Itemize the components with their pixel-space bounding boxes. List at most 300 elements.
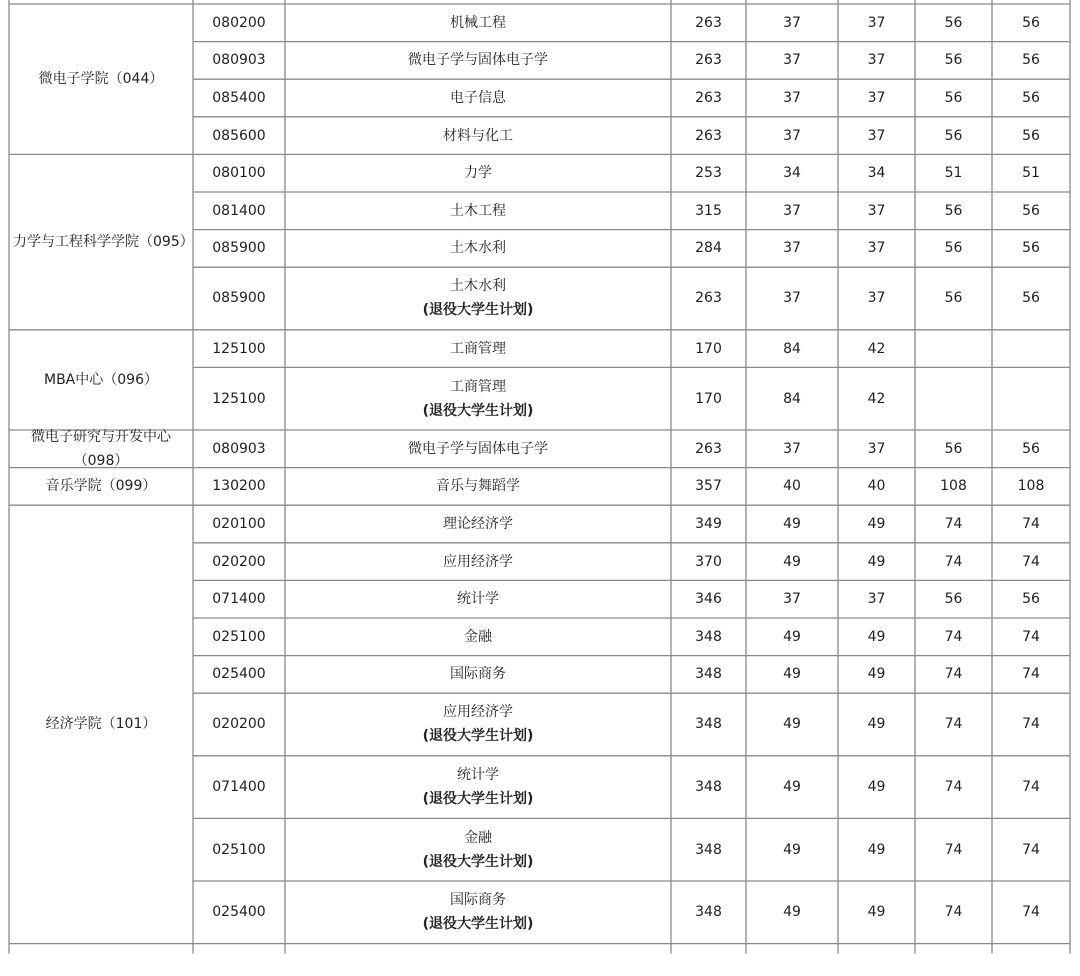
- major-name: 材料与化工: [443, 127, 513, 144]
- major-code-cell: [193, 79, 285, 117]
- score-value: 108: [1017, 478, 1045, 495]
- score-cell: [838, 881, 915, 944]
- major-code-cell: [193, 42, 285, 80]
- score-value: 37: [867, 290, 886, 307]
- score-value: 56: [1022, 89, 1040, 106]
- score-cell: [915, 267, 992, 330]
- score-cell: [915, 468, 992, 506]
- score-value: 263: [695, 52, 722, 69]
- score-cell: [671, 881, 746, 944]
- score-value: 56: [944, 290, 963, 307]
- score-value: 263: [695, 14, 722, 31]
- major-name-cell: [285, 330, 671, 368]
- score-cell: [992, 267, 1070, 330]
- score-value: 56: [944, 240, 963, 257]
- score-value: 74: [944, 841, 963, 858]
- major-code: 085400: [212, 89, 266, 106]
- school-name: 音乐学院（099）: [45, 478, 157, 495]
- score-value: 348: [695, 779, 722, 796]
- veteran-plan-note: (退役大学生计划): [422, 853, 534, 870]
- major-code: 025400: [212, 666, 266, 683]
- score-cell: [746, 656, 838, 694]
- score-cell: [992, 117, 1070, 155]
- score-cell: [992, 4, 1070, 42]
- school-name-cell: [9, 505, 193, 943]
- major-code-cell: [193, 267, 285, 330]
- score-cell: [915, 580, 992, 618]
- score-cell: [992, 505, 1070, 543]
- score-value: 49: [783, 666, 801, 683]
- score-cell: [992, 154, 1070, 192]
- score-value: 56: [1022, 127, 1040, 144]
- major-code: 071400: [212, 779, 266, 796]
- score-cell: [915, 505, 992, 543]
- score-cell: [838, 756, 915, 819]
- major-code-cell: [193, 430, 285, 468]
- major-code-cell: [193, 656, 285, 694]
- score-cell: [915, 543, 992, 581]
- score-cell: [992, 580, 1070, 618]
- score-value: 49: [783, 779, 801, 796]
- score-value: 74: [944, 553, 963, 570]
- score-cell: [671, 656, 746, 694]
- score-value: 370: [695, 553, 722, 570]
- score-value: 37: [867, 240, 886, 257]
- score-value: 37: [783, 440, 801, 457]
- major-code-cell: [193, 881, 285, 944]
- score-value: 37: [783, 52, 801, 69]
- school-name-cell: [9, 4, 193, 154]
- score-value: 42: [867, 390, 886, 407]
- score-cell: [992, 330, 1070, 368]
- score-cell: [838, 580, 915, 618]
- major-code: 020200: [212, 553, 266, 570]
- major-name-cell: [285, 230, 671, 268]
- major-name-cell: [285, 618, 671, 656]
- score-value: 74: [1022, 841, 1040, 858]
- major-code: 025100: [212, 628, 266, 645]
- score-value: 348: [695, 628, 722, 645]
- major-name-cell: [285, 881, 671, 944]
- major-name: 理论经济学: [443, 515, 513, 532]
- major-code-cell: [193, 543, 285, 581]
- major-name: 电子信息: [450, 89, 506, 106]
- major-code-cell: [193, 192, 285, 230]
- major-name-cell: [285, 42, 671, 80]
- score-value: 74: [944, 515, 963, 532]
- score-cell: [746, 505, 838, 543]
- score-cell: [671, 117, 746, 155]
- major-code: 130200: [212, 478, 266, 495]
- score-cell: [671, 330, 746, 368]
- score-cell: [838, 367, 915, 430]
- major-code: 125100: [212, 390, 266, 407]
- score-value: 74: [1022, 515, 1040, 532]
- score-cell: [838, 430, 915, 468]
- score-value: 56: [1022, 591, 1040, 608]
- score-cell: [838, 468, 915, 506]
- score-value: 37: [867, 440, 886, 457]
- score-cell: [992, 818, 1070, 881]
- score-cell: [671, 618, 746, 656]
- score-cell: [838, 230, 915, 268]
- score-value: 49: [867, 841, 886, 858]
- score-value: 56: [1022, 240, 1040, 257]
- school-name: 经济学院（101）: [45, 716, 157, 733]
- score-value: 56: [944, 52, 963, 69]
- score-value: 263: [695, 127, 722, 144]
- major-code-cell: [193, 367, 285, 430]
- major-name-cell: [285, 505, 671, 543]
- major-name: 微电子学与固体电子学: [408, 52, 548, 69]
- score-value: 74: [944, 716, 963, 733]
- score-value: 74: [944, 666, 963, 683]
- score-value: 349: [695, 515, 722, 532]
- major-code-cell: [193, 756, 285, 819]
- score-value: 284: [695, 240, 722, 257]
- score-cell: [746, 267, 838, 330]
- score-cell: [746, 580, 838, 618]
- score-cell: [992, 881, 1070, 944]
- major-code-cell: [193, 618, 285, 656]
- major-name: 机械工程: [450, 14, 506, 31]
- score-cell: [915, 693, 992, 756]
- score-value: 74: [944, 904, 963, 921]
- major-name: 国际商务: [450, 666, 506, 683]
- major-name: 力学: [464, 165, 492, 182]
- major-code: 085600: [212, 127, 266, 144]
- score-value: 37: [867, 14, 886, 31]
- score-cell: [671, 267, 746, 330]
- score-value: 51: [1022, 165, 1040, 182]
- score-value: 37: [867, 89, 886, 106]
- score-value: 74: [1022, 716, 1040, 733]
- score-cell: [746, 117, 838, 155]
- score-value: 49: [783, 841, 801, 858]
- major-name-cell: [285, 656, 671, 694]
- major-name: 应用经济学: [442, 704, 513, 721]
- score-value: 37: [867, 202, 886, 219]
- score-cell: [992, 430, 1070, 468]
- score-cell: [915, 881, 992, 944]
- school-name: 微电子研究与开发中心（098）: [31, 428, 171, 469]
- score-value: 49: [867, 628, 886, 645]
- score-value: 346: [695, 591, 722, 608]
- major-name: 统计学: [456, 767, 499, 784]
- score-cell: [915, 618, 992, 656]
- veteran-plan-note: (退役大学生计划): [422, 728, 534, 745]
- score-cell: [992, 230, 1070, 268]
- score-value: 170: [695, 390, 722, 407]
- score-cell: [746, 430, 838, 468]
- score-value: 348: [695, 841, 722, 858]
- score-cell: [746, 42, 838, 80]
- veteran-plan-note: (退役大学生计划): [422, 916, 534, 933]
- score-cell: [915, 430, 992, 468]
- score-value: 74: [944, 779, 963, 796]
- score-value: 40: [867, 478, 886, 495]
- score-value: 37: [783, 290, 801, 307]
- score-cell: [671, 580, 746, 618]
- score-value: 74: [1022, 779, 1040, 796]
- score-cell: [671, 818, 746, 881]
- score-value: 348: [695, 904, 722, 921]
- score-cell: [746, 618, 838, 656]
- score-value: 37: [867, 591, 886, 608]
- score-value: 56: [944, 591, 963, 608]
- school-name-cell: [9, 430, 193, 468]
- score-cell: [671, 430, 746, 468]
- major-code: 085900: [212, 240, 266, 257]
- major-code: 025100: [212, 841, 266, 858]
- score-cell: [838, 505, 915, 543]
- score-cell: [838, 154, 915, 192]
- score-cell: [838, 330, 915, 368]
- major-name-cell: [285, 693, 671, 756]
- major-name-cell: [285, 79, 671, 117]
- score-value: 315: [695, 202, 722, 219]
- score-cell: [746, 543, 838, 581]
- major-code: 071400: [212, 591, 266, 608]
- major-name: 工商管理: [449, 378, 506, 395]
- score-cell: [915, 656, 992, 694]
- score-value: 56: [944, 440, 963, 457]
- major-name-cell: [285, 580, 671, 618]
- score-value: 56: [944, 14, 963, 31]
- major-name-cell: [285, 117, 671, 155]
- major-code: 080903: [212, 440, 266, 457]
- score-cell: [671, 543, 746, 581]
- score-cell: [915, 117, 992, 155]
- score-value: 263: [695, 89, 722, 106]
- score-value: 263: [695, 440, 722, 457]
- score-cell: [992, 618, 1070, 656]
- score-value: 74: [1022, 628, 1040, 645]
- score-value: 34: [783, 165, 801, 182]
- school-name: 微电子学院（044）: [38, 71, 164, 88]
- score-value: 49: [783, 628, 801, 645]
- score-cell: [671, 42, 746, 80]
- major-code: 125100: [212, 340, 266, 357]
- major-code-cell: [193, 468, 285, 506]
- school-name-cell: [9, 330, 193, 430]
- score-value: 84: [783, 390, 801, 407]
- major-name: 工商管理: [450, 340, 506, 357]
- score-value: 348: [695, 666, 722, 683]
- score-cell: [746, 881, 838, 944]
- major-name: 统计学: [457, 591, 499, 608]
- score-value: 49: [867, 904, 886, 921]
- major-name: 金融: [463, 829, 492, 846]
- score-value: 37: [867, 127, 886, 144]
- score-cell: [915, 154, 992, 192]
- major-code: 020100: [212, 515, 266, 532]
- major-name: 国际商务: [449, 892, 506, 909]
- major-code-cell: [193, 330, 285, 368]
- score-cell: [746, 192, 838, 230]
- score-cell: [915, 756, 992, 819]
- score-value: 37: [783, 14, 801, 31]
- score-value: 253: [695, 165, 722, 182]
- major-name-cell: [285, 192, 671, 230]
- score-cell: [838, 267, 915, 330]
- score-value: 49: [867, 666, 886, 683]
- score-value: 56: [1022, 440, 1040, 457]
- major-name-cell: [285, 367, 671, 430]
- major-name-cell: [285, 818, 671, 881]
- major-code: 080200: [212, 14, 266, 31]
- score-cell: [992, 693, 1070, 756]
- score-cell: [915, 192, 992, 230]
- major-code-cell: [193, 580, 285, 618]
- score-value: 56: [944, 202, 963, 219]
- major-code-cell: [193, 4, 285, 42]
- score-cell: [671, 154, 746, 192]
- major-name: 微电子学与固体电子学: [408, 440, 548, 457]
- score-value: 42: [867, 340, 886, 357]
- score-cell: [992, 756, 1070, 819]
- major-name: 应用经济学: [443, 553, 513, 570]
- major-name: 土木水利: [449, 278, 506, 295]
- score-value: 56: [1022, 290, 1040, 307]
- score-cell: [671, 505, 746, 543]
- score-cell: [992, 468, 1070, 506]
- score-cell: [838, 693, 915, 756]
- score-cell: [915, 330, 992, 368]
- major-name: 音乐与舞蹈学: [436, 478, 520, 495]
- score-value: 263: [695, 290, 722, 307]
- score-cell: [915, 4, 992, 42]
- score-cell: [992, 367, 1070, 430]
- score-value: 37: [783, 202, 801, 219]
- score-value: 37: [867, 52, 886, 69]
- major-code-cell: [193, 693, 285, 756]
- score-cell: [992, 42, 1070, 80]
- score-cell: [915, 79, 992, 117]
- score-value: 56: [1022, 52, 1040, 69]
- score-value: 49: [783, 515, 801, 532]
- score-cell: [746, 330, 838, 368]
- score-value: 74: [1022, 904, 1040, 921]
- major-name: 土木工程: [450, 202, 506, 219]
- score-cell: [915, 42, 992, 80]
- score-cell: [746, 154, 838, 192]
- score-cell: [671, 367, 746, 430]
- score-cell: [838, 4, 915, 42]
- score-cell: [838, 543, 915, 581]
- major-code-cell: [193, 154, 285, 192]
- score-value: 170: [695, 340, 722, 357]
- score-value: 34: [867, 165, 886, 182]
- score-value: 357: [695, 478, 722, 495]
- veteran-plan-note: (退役大学生计划): [422, 791, 534, 808]
- veteran-plan-note: (退役大学生计划): [422, 402, 534, 419]
- score-cell: [671, 468, 746, 506]
- score-cell: [746, 79, 838, 117]
- score-value: 74: [1022, 553, 1040, 570]
- major-name-cell: [285, 430, 671, 468]
- score-cell: [992, 192, 1070, 230]
- score-cell: [671, 79, 746, 117]
- school-name-cell: [9, 468, 193, 506]
- major-code-cell: [193, 230, 285, 268]
- score-value: 56: [1022, 202, 1040, 219]
- major-name: 金融: [464, 628, 492, 645]
- score-cell: [915, 818, 992, 881]
- major-name-cell: [285, 756, 671, 819]
- major-name-cell: [285, 4, 671, 42]
- score-cell: [992, 656, 1070, 694]
- score-cell: [746, 693, 838, 756]
- major-name-cell: [285, 543, 671, 581]
- score-value: 56: [1022, 14, 1040, 31]
- score-cell: [746, 230, 838, 268]
- score-cell: [838, 117, 915, 155]
- major-name-cell: [285, 267, 671, 330]
- score-value: 49: [867, 553, 886, 570]
- score-value: 37: [783, 127, 801, 144]
- major-name: 土木水利: [450, 240, 506, 257]
- score-cell: [671, 192, 746, 230]
- veteran-plan-note: (退役大学生计划): [422, 302, 534, 319]
- major-code-cell: [193, 505, 285, 543]
- score-cell: [671, 693, 746, 756]
- score-value: 74: [944, 628, 963, 645]
- score-value: 56: [944, 89, 963, 106]
- score-cell: [992, 79, 1070, 117]
- major-code-cell: [193, 818, 285, 881]
- score-value: 49: [867, 515, 886, 532]
- major-code: 025400: [212, 904, 266, 921]
- score-value: 84: [783, 340, 801, 357]
- score-cell: [671, 4, 746, 42]
- school-name: MBA中心（096）: [44, 371, 158, 388]
- score-cell: [746, 468, 838, 506]
- score-cell: [746, 4, 838, 42]
- score-cell: [838, 79, 915, 117]
- score-value: 348: [695, 716, 722, 733]
- score-value: 49: [867, 716, 886, 733]
- score-value: 37: [783, 89, 801, 106]
- major-name-cell: [285, 154, 671, 192]
- major-code: 080100: [212, 165, 266, 182]
- score-value: 49: [783, 716, 801, 733]
- score-cell: [671, 230, 746, 268]
- score-value: 37: [783, 240, 801, 257]
- score-cell: [915, 230, 992, 268]
- score-cell: [671, 756, 746, 819]
- score-cell: [838, 818, 915, 881]
- score-cell: [992, 543, 1070, 581]
- major-code: 080903: [212, 52, 266, 69]
- score-value: 56: [944, 127, 963, 144]
- major-name-cell: [285, 468, 671, 506]
- major-code-cell: [193, 117, 285, 155]
- score-cell: [838, 192, 915, 230]
- major-code: 081400: [212, 202, 266, 219]
- score-cell: [746, 818, 838, 881]
- score-cell: [838, 656, 915, 694]
- score-value: 74: [1022, 666, 1040, 683]
- score-cell: [838, 42, 915, 80]
- major-code: 085900: [212, 290, 266, 307]
- score-value: 108: [940, 478, 967, 495]
- score-cell: [746, 756, 838, 819]
- major-code: 020200: [212, 716, 266, 733]
- score-value: 40: [783, 478, 801, 495]
- score-cell: [838, 618, 915, 656]
- score-cell: [915, 367, 992, 430]
